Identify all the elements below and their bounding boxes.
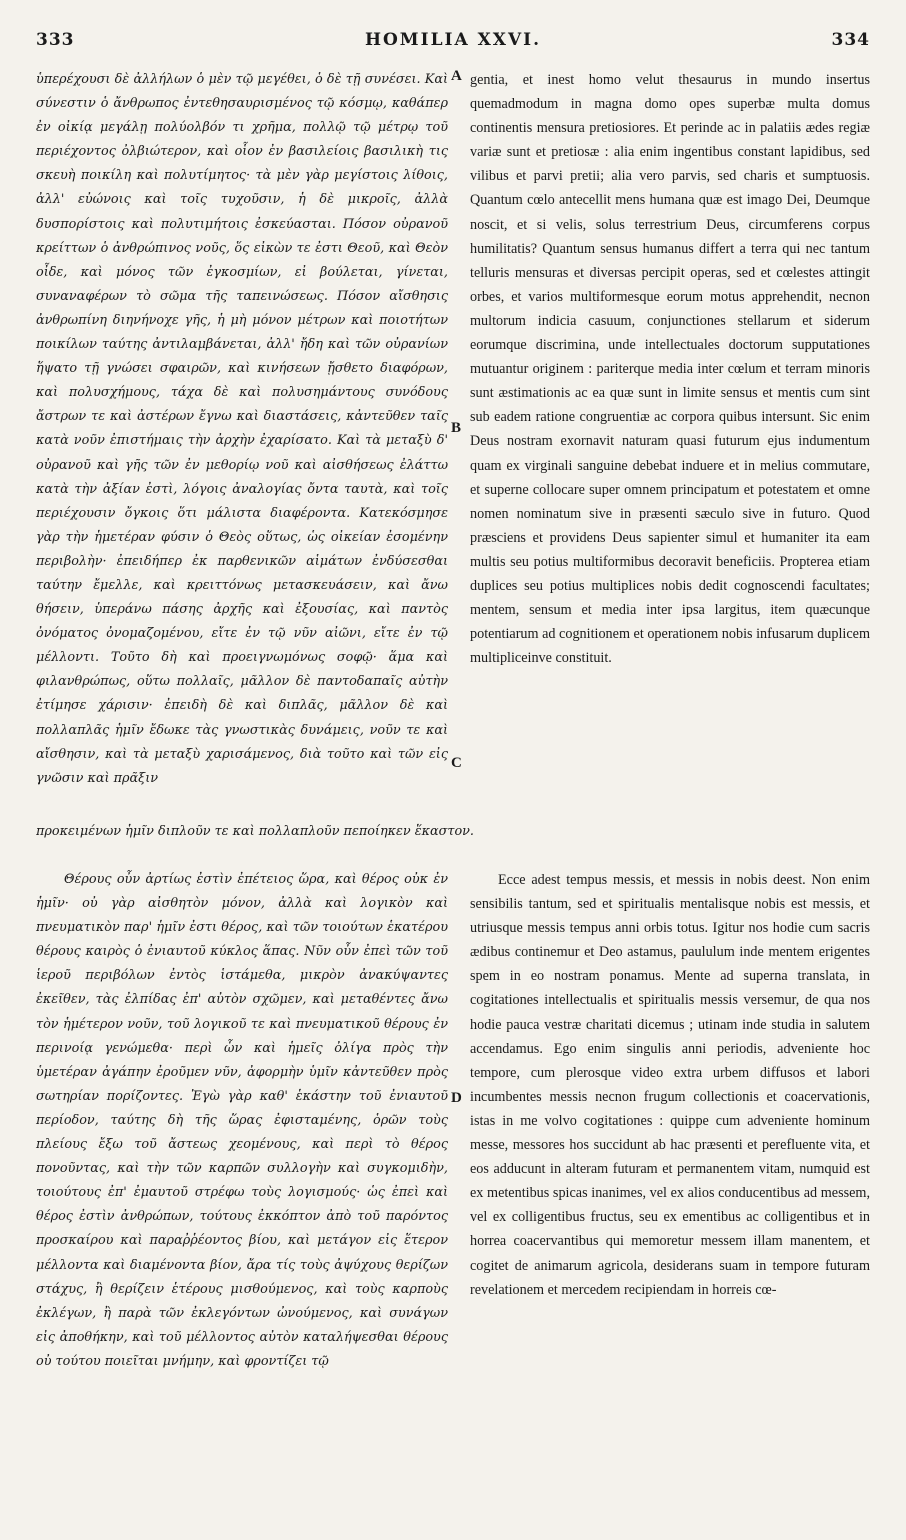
latin-paragraph-2: Ecce adest tempus messis, et messis in nobis deest. Non enim sensibilis tantum, sed et spiritualis mentalisque nobis est messis, et utriusque messis tempus anni orbis totus. Igitur nos hodie cum sacris ædibus continemur et Deo astamus, paululum inde mentem erigentes spem in eo nostram ponamus. Mente ad superna translata, in cogitationes intellectualis et spiritualis messis versemur, de qua nos hodie pauca vestræ charitati dicemus ; utinam inde studia in salutem accendamus. Ego enim singulis anni periodis, adveniente hoc tempore, cum plerosque video extra urbem diffusos et labori incumbentes messis necnon frugum collectionis et coacervationis, istas in me volvo cogitationes : quippe cum adveniente hominum messe, messores hos succidunt ab hac præsenti et perefluente vita, et eos adducunt in alteram futuram et permanentem vitam, numquid est ex metentibus spicas inanimes, vel ex alios conducentibus ad messem, vel ex colligentibus fructus, seu ex ementibus ac colligentibus et in horrea coacervantibus qui memoretur messem illam manentem, et cogitet de animarum agricola, desiderans suam in tempore futuram revelationem et mercedem recipiendam in horreis cœ- xyxy=(470,872,870,1298)
section-marker-b: B xyxy=(451,420,462,436)
greek-paragraph-2: Θέρους οὖν ἀρτίως ἐστὶν ἐπέτειος ὥρα, καὶ θέρος οὐκ ἐν ἡμῖν· οὐ γὰρ αἰσθητὸν μόνον, ἀλλὰ καὶ λογικὸν καὶ πνευματικὸν παρ' ἡμῖν ἐστι θέρος, καὶ τῶν τοιούτων ἑκατέρου θέρους καιρὸς ὁ ἐνιαυτοῦ κύκλος ἅπας. Νῦν οὖν ἐπεὶ τῶν τοῦ ἱεροῦ περιβόλων ἐντὸς ἱστάμεθα, μικρὸν ἀνακύψαντες ἐκεῖθεν, τὰς ἐλπίδας ἐπ' αὐτὸν σχῶμεν, καὶ μεταθέντες ἄνω τὸν ἡμέτερον νοῦν, τοῦ λογικοῦ τε καὶ πνευματικοῦ θέρους ἐν περινοίᾳ γενώμεθα· περὶ ὧν καὶ ἡμεῖς ὀλίγα πρὸς τὴν ὑμετέραν ἀγάπην ἐροῦμεν νῦν, ἀφορμὴν ὑμῖν κἀντεῦθεν πρὸς σωτηρίαν πορίζοντες. Ἐγὼ γὰρ καθ' ἑκάστην τοῦ ἐνιαυτοῦ περίοδον, ταύτης δὴ τῆς ὥρας ἐφισταμένης, ὁρῶν τοὺς πλείους ἔξω τοῦ ἄστεως χεομένους, καὶ περὶ τὸ θέρος πονοῦντας, καὶ τὴν τῶν καρπῶν συλλογὴν καὶ συγκομιδὴν, τοιούτους ἐπ' ἐμαυτοῦ στρέφω τοὺς λογισμούς· ὡς ἐπεὶ καὶ θέρος ἐστὶν ἀνθρώπων, τούτους ἐκκόπτον ἀπὸ τοῦ παρόντος προσκαίρου καὶ παραῤῥέοντος βίου, καὶ μετάγον εἰς ἕτερον μέλλοντα καὶ διαμένοντα βίον, ἄρα τίς τοὺς ἀψύχους θερίζων στάχυς, ἢ θερίζειν ἑτέρους μισθούμενος, καὶ τοὺς καρποὺς ἐκλέγων, ἢ παρὰ τῶν ἐκλεγόντων ὠνούμενος, καὶ συνάγων εἰς ἀποθήκην, καὶ τοῦ μέλλοντος αὐτὸν καταλήψεσθαι θέρους οὐ τούτου ποιεῖται μνήμην, καὶ φροντίζει τῷ xyxy=(36,872,448,1369)
latin-paragraph-1: gentia, et inest homo velut thesaurus in mundo insertus quemadmodum in magna domo opes superbæ multa domus continentis mensura pretiosiores. Et perinde ac in palatiis ædes regiæ variæ sunt et pretiosæ : alia enim ingentibus constant lapidibus, sed vilibus et parvi pretii; alia vero parvis, sed charis et sumptuosis. Quantum cœlo antecellit mens humana quæ est imago Dei, Deumque noscit, et si velis, solus terrestrium Deus, circumferens corpus humilitatis? Quantum sensus humanus differt a terra qui nec tantum telluris mensuras et diversas percipit operas, sed et cœlestes attingit orbes, et varios multiformesque eorum motus apprehendit, necnon multorum indicia casuum, conjunctiones stellarum et siderum eorumque discrimina, unde intellectuales doctorum supputationes mutuantur originem : pariterque media inter cœlum et terram minoris sunt æstimationis ac ea quæ sunt in limite sensus et mentis cum sint sub eadem ratione congruentiæ ac corpora quibus intersunt. Sic enim Deus nostram exornavit naturam quasi futurum ejus indumentum quam ex virginali sanguine debebat induere et in melius commutare, et superne collocare super omnem principatum et potestatem et omne nomen nominatum sive in præsenti sæculo sive in futuro. Quod præsciens et providens Deus sapienter simul et humaniter ita eam multis seu potius multiformibus decoravit beneficiis. Propterea etiam duplices seu potius multiplices nobis dedit cognoscendi facultates; mentem, sensum et media inter ipsa largitus, item quæcunque potentiarum ad cognitionem et operationem nobis infusarum duplicem multipliceinve constituit. xyxy=(470,72,870,667)
greek-column-upper xyxy=(36,68,448,791)
greek-continuation-text: προκειμένων ἡμῖν διπλοῦν τε καὶ πολλαπλοῦν πεποίηκεν ἕκαστον. xyxy=(36,824,474,839)
section-marker-d: D xyxy=(451,1090,462,1106)
running-title: HOMILIA XXVI. xyxy=(364,30,542,50)
greek-continuation-line xyxy=(36,820,870,844)
page-number-right: 334 xyxy=(831,30,870,50)
page-header xyxy=(36,30,870,56)
latin-column-upper xyxy=(470,68,870,670)
greek-paragraph-1: ὑπερέχουσι δὲ ἀλλήλων ὁ μὲν τῷ μεγέθει, ὁ δὲ τῇ συνέσει. Καὶ σύνεστιν ὁ ἄνθρωπος ἐντεθησαυρισμένος τῷ κόσμῳ, καθάπερ ἐν οἰκίᾳ μεγάλῃ πολύολβόν τι χρῆμα, πολλῷ τῷ μέτρῳ τοῦ περιέχοντος ὀλβιώτερον, καὶ οἷον ἐν βασιλείοις βασιλικὴ τις σκευὴ ποικίλη καὶ πολυτίμητος· τὰ μὲν γὰρ μεγίστοις λίθοις, ἀλλ' εὐώνοις καὶ τοῖς τυχοῦσιν, ἡ δὲ μικροῖς, ἀλλὰ δυσπορίστοις καὶ πολυτιμήτοις ἐσκεύασται. Πόσον οὐρανοῦ κρείττων ὁ ἀνθρώπινος νοῦς, ὅς εἰκὼν τε ἐστι Θεοῦ, καὶ Θεὸν οἶδε, καὶ μόνος τῶν ἐγκοσμίων, εἰ βούλεται, γίνεται, συναναφέρων τὸ σῶμα τῆς ταπεινώσεως. Πόσον αἴσθησις ἀνθρωπίνη διηνήνοχε γῆς, ἡ μὴ μόνον μέτρων καὶ ποιοτήτων ποικίλων ταύτης ἀντιλαμβάνεται, ἀλλ' ἤδη καὶ τῶν οὐρανίων ἥψατο τῇ γνώσει σφαιρῶν, καὶ κινήσεων ᾔσθετο διαφόρων, καὶ πολυσχήμους, τάχα δὲ καὶ πολυσημάντους συνόδους ἄστρων τε καὶ ἀστέρων ἔγνω καὶ διαστάσεις, κἀντεῦθεν ταῖς κατὰ νοῦν ἐπιστήμαις τὴν ἀρχὴν ἐχαρίσατο. Καὶ τὰ μεταξὺ δ' οὐρανοῦ καὶ γῆς τῶν ἐν μεθορίῳ νοῦ καὶ αἰσθήσεως ἐλάττω κατὰ τὴν ἀξίαν ἐστὶ, λόγοις ἀναλογίας ὄντα ταυτὰ, καὶ τοῖς περιέχουσιν ὄγκοις ὅτι μάλιστα διαφέροντα. Κατεκόσμησε γὰρ τὴν ἡμετέραν φύσιν ὁ Θεὸς οὕτως, ὡς οἰκείαν ἐσομένην περιβολὴν· ἐπειδήπερ ἐκ παρθενικῶν αἱμάτων ἐνδύσεσθαι ταύτην ἔμελλε, καὶ κρειττόνως μετασκευάσειν, καὶ ἄνω θήσειν, ὑπεράνω πάσης ἀρχῆς καὶ ἐξουσίας, καὶ παντὸς ὀνόματος ὀνομαζομένου, εἴτε ἐν τῷ νῦν αἰῶνι, εἴτε ἐν τῷ μέλλοντι. Τοῦτο δὴ καὶ προειγνωμόνως σοφῷ· ἅμα καὶ φιλανθρώπως, οὕτω πολλαῖς, μᾶλλον δὲ παντοδαπαῖς αὐτὴν ἐτίμησε χάρισιν· ἐπειδὴ δὲ καὶ διπλᾶς, μᾶλλον δὲ καὶ πολλαπλᾶς ἡμῖν ἔδωκε τὰς γνωστικὰς δυνάμεις, νοῦν τε καὶ αἴσθησιν, καὶ τὰ μεταξὺ χαρισάμενος, διὰ τοῦτο καὶ τῶν εἰς γνῶσιν καὶ πρᾶξιν xyxy=(36,72,448,786)
section-marker-c: C xyxy=(451,755,462,771)
latin-column-lower xyxy=(470,868,870,1302)
page-number-left: 333 xyxy=(36,30,75,50)
greek-column-lower xyxy=(36,868,448,1374)
section-marker-a: A xyxy=(451,68,462,84)
